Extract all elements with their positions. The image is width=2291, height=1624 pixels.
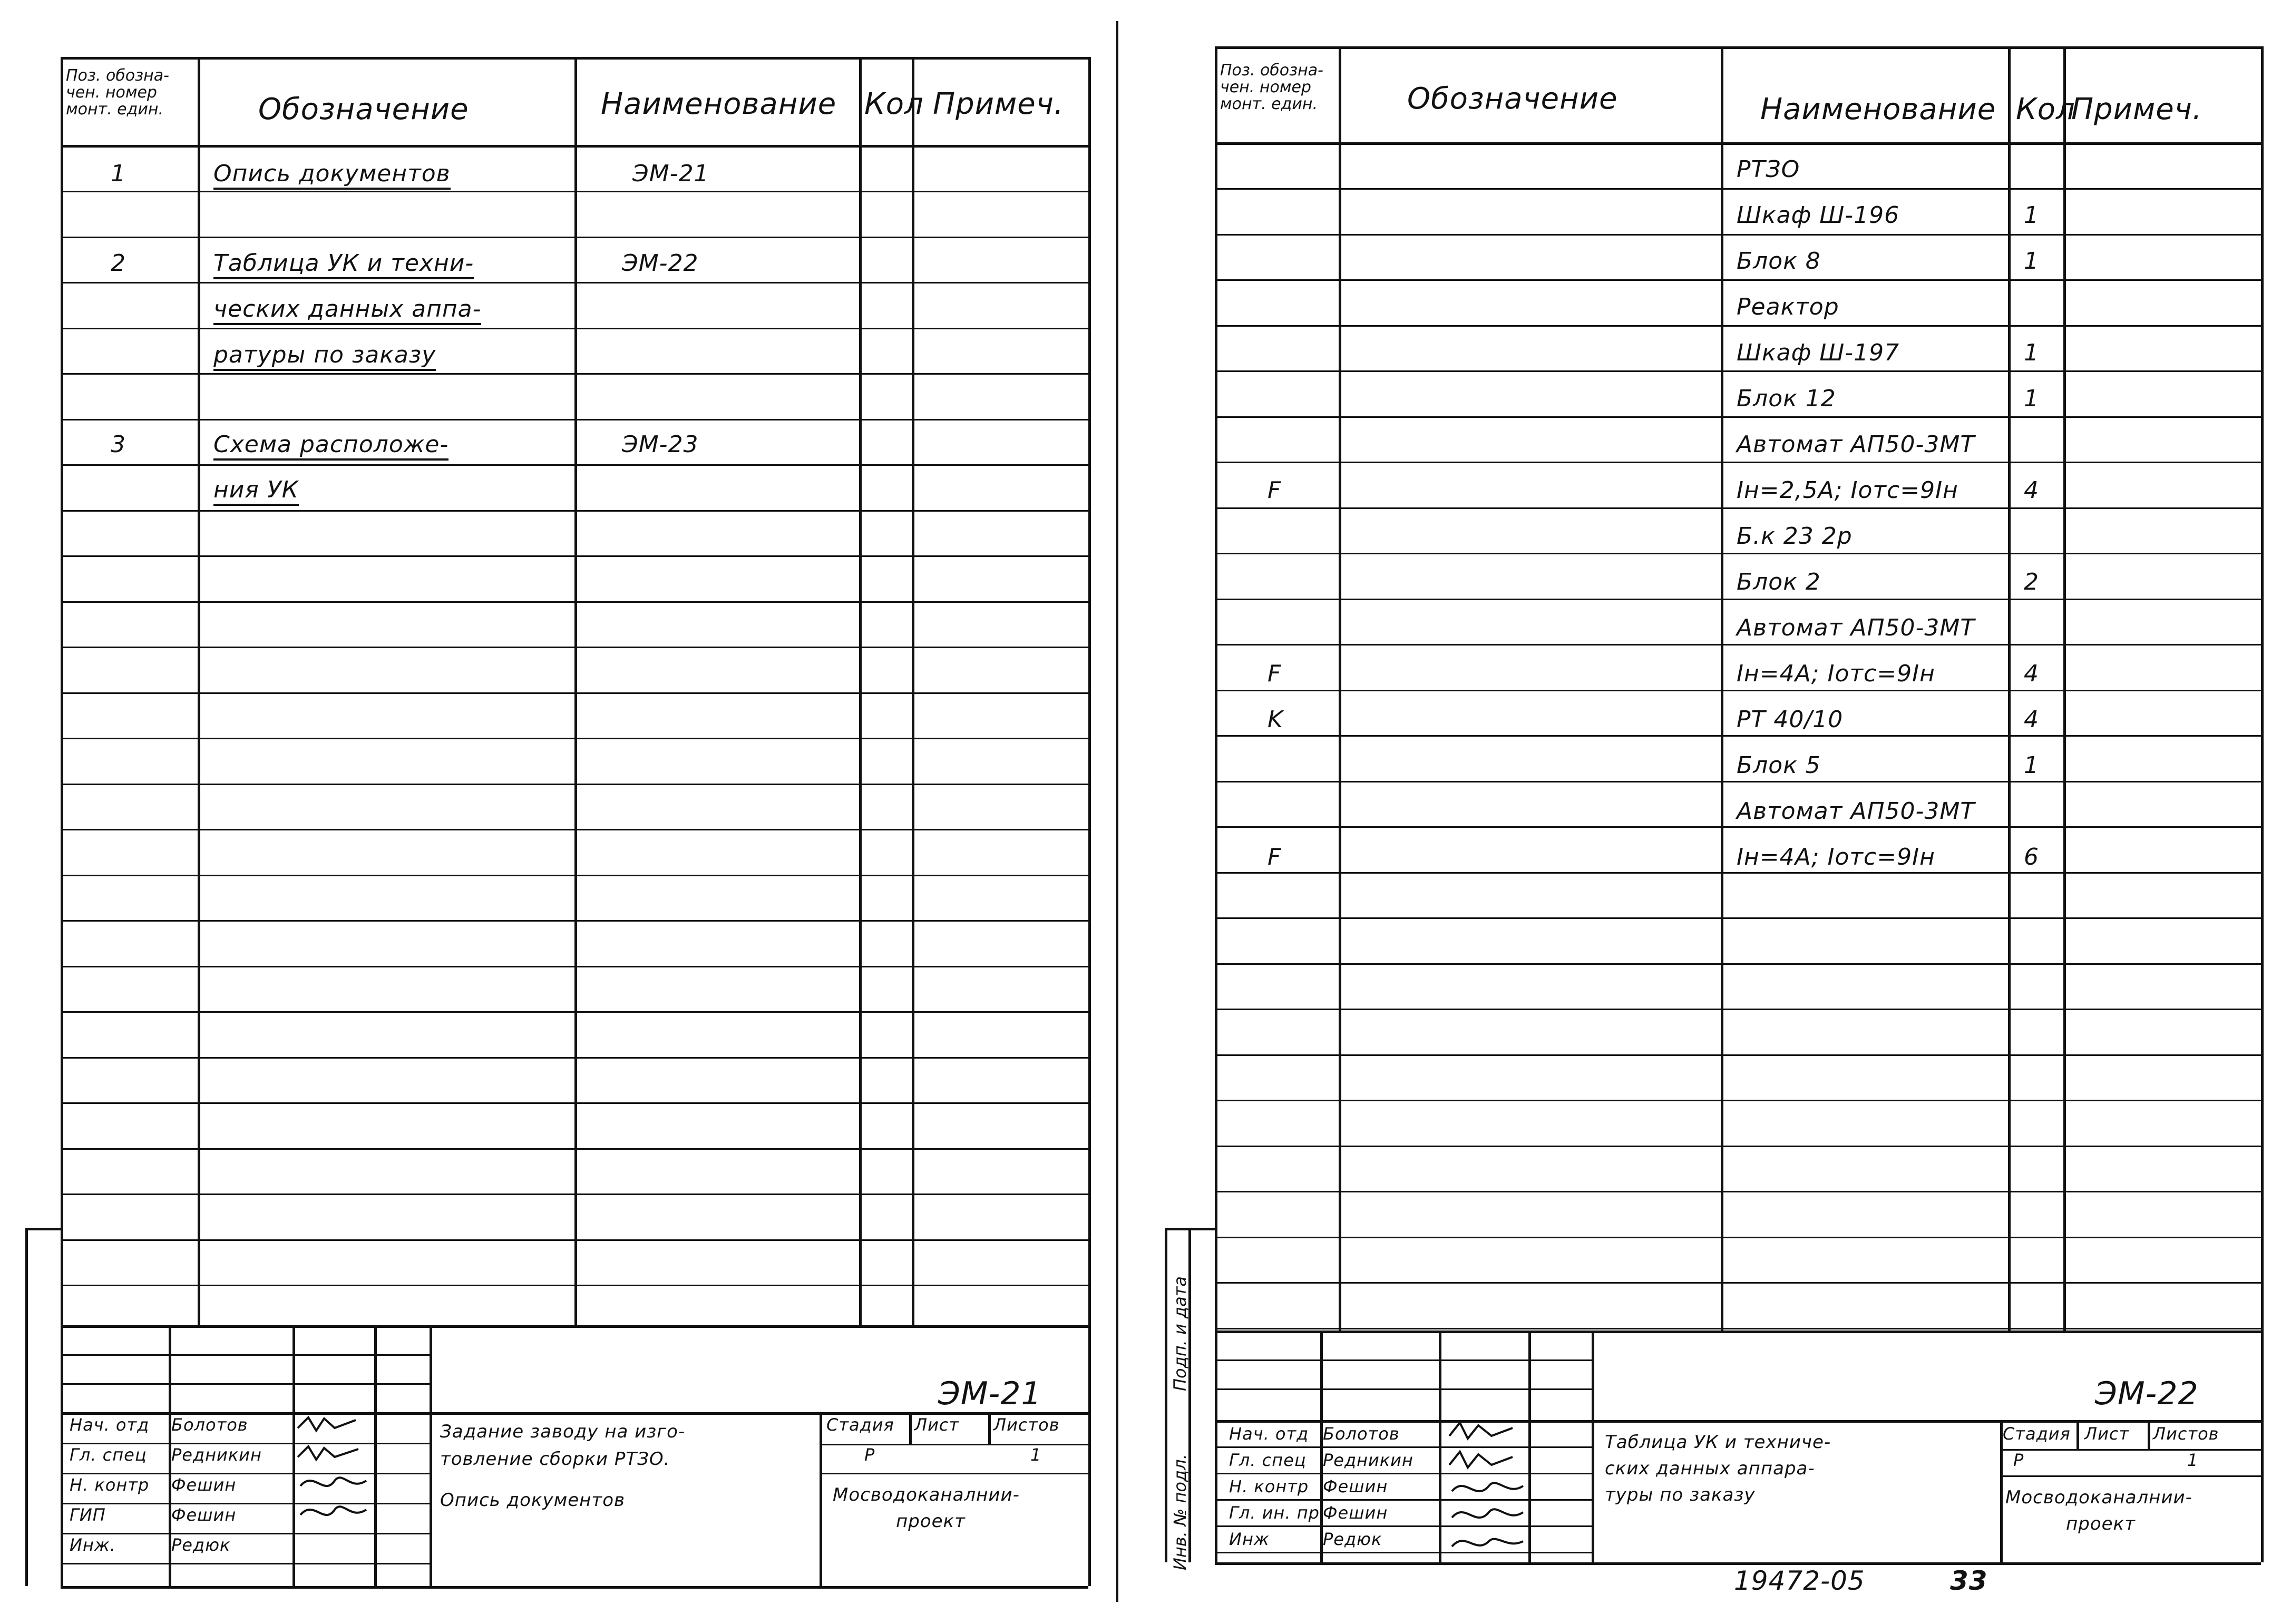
right-signer-name: Фешин (1323, 1503, 1388, 1523)
left-signer-name: Болотов (171, 1415, 248, 1435)
row-rule (1215, 462, 2261, 463)
title-block-rule (1088, 1325, 1091, 1586)
right-title-line: туры по заказу (1605, 1484, 1756, 1505)
left-role: Гл. спец (70, 1445, 147, 1465)
right-row-name: Реактор (1737, 294, 1839, 320)
row-rule (1215, 781, 2261, 782)
column-rule (574, 57, 577, 1325)
right-signer-name: Редюк (1323, 1529, 1382, 1549)
title-block-rule (1215, 1473, 1592, 1474)
right-doc-code: ЭМ-22 (2095, 1375, 2199, 1412)
title-block-rule (2000, 1420, 2003, 1562)
side-strip (25, 1228, 62, 1230)
title-block-rule (61, 1503, 430, 1504)
title-block-rule (1215, 1330, 2261, 1333)
side-strip (1165, 1228, 1167, 1562)
left-row-pos: 1 (111, 160, 126, 187)
right-row-name: Iн=4А; Iотс=9Iн (1737, 844, 1935, 870)
title-block-rule (1215, 1420, 2261, 1423)
row-rule (1215, 1009, 2261, 1010)
left-title-line: Опись документов (440, 1490, 626, 1511)
left-row-name: ЭМ-22 (622, 250, 699, 277)
left-title-line: Задание заводу на изго- (440, 1421, 686, 1442)
left-sheet-label: Лист (914, 1415, 960, 1435)
row-rule (1215, 1237, 2261, 1238)
column-rule (859, 57, 862, 1325)
right-header-name: Наименование (1760, 92, 1996, 126)
row-rule (1215, 1146, 2261, 1147)
row-rule (1215, 416, 2261, 418)
row-rule (1215, 553, 2261, 554)
signature-marks (293, 1412, 377, 1549)
left-header-qty: Кол (864, 87, 924, 121)
column-rule (2261, 46, 2264, 1330)
side-strip (25, 1228, 28, 1586)
left-header-note: Примеч. (933, 87, 1064, 121)
signature-marks (1444, 1417, 1539, 1560)
title-block-rule (2076, 1420, 2079, 1449)
title-block-rule (820, 1444, 1088, 1445)
left-row-designation: Таблица УК и техни- (213, 252, 474, 279)
right-row-name: Автомат АП50-3МТ (1737, 431, 1975, 458)
page-number: 33 (1950, 1566, 1988, 1596)
row-rule (1215, 370, 2261, 372)
title-block-rule (430, 1325, 432, 1586)
left-row-designation: Схема расположе- (213, 433, 449, 461)
right-signer-name: Фешин (1323, 1476, 1388, 1496)
title-block-rule (1215, 1446, 1592, 1448)
right-row-qty: 6 (2024, 844, 2039, 870)
right-header-pos: Поз. обозна- чен. номер монт. един. (1220, 61, 1323, 113)
left-row-designation: Опись документов (213, 162, 451, 190)
right-title-line: Таблица УК и техниче- (1605, 1432, 1831, 1453)
left-role: Инж. (70, 1535, 116, 1555)
side-strip (1165, 1228, 1215, 1230)
row-rule (1215, 963, 2261, 965)
title-block-rule (61, 1325, 63, 1586)
column-rule (1088, 57, 1091, 1325)
right-row-pos: F (1268, 477, 1282, 504)
right-sheet (1128, 0, 2291, 1624)
right-signer-name: Редникин (1323, 1450, 1413, 1470)
left-row-name: ЭМ-21 (632, 160, 709, 187)
right-row-name: РТЗО (1737, 156, 1800, 183)
row-rule (1215, 188, 2261, 190)
title-block-rule (61, 1354, 430, 1356)
row-rule (1215, 1100, 2261, 1101)
left-signer-name: Фешин (171, 1475, 237, 1495)
row-rule (1215, 325, 2261, 327)
left-sheets: 1 (1030, 1445, 1042, 1465)
right-row-name: Автомат АП50-3МТ (1737, 798, 1975, 825)
right-stage-label: Стадия (2003, 1424, 2071, 1444)
right-stage: Р (2013, 1450, 2024, 1470)
title-block-rule (988, 1412, 991, 1444)
right-header-designation: Обозначение (1407, 82, 1618, 116)
left-signer-name: Редюк (171, 1535, 231, 1555)
right-signer-name: Болотов (1323, 1424, 1400, 1444)
title-block-rule (909, 1412, 912, 1444)
right-row-qty: 4 (2024, 660, 2039, 687)
left-role: ГИП (70, 1505, 106, 1525)
column-rule (2008, 46, 2011, 1330)
row-rule (1215, 1191, 2261, 1192)
right-org: Мосводоканалнии- (2005, 1487, 2192, 1508)
left-row-name: ЭМ-23 (622, 431, 699, 458)
left-title-line: товление сборки РТЗО. (440, 1449, 670, 1470)
left-row-pos: 2 (111, 250, 126, 277)
row-rule (1215, 1328, 2261, 1329)
right-row-qty: 1 (2024, 248, 2039, 275)
row-rule (1215, 917, 2261, 919)
right-row-qty: 1 (2024, 202, 2039, 229)
left-signer-name: Фешин (171, 1505, 237, 1525)
title-block-rule (374, 1325, 377, 1586)
side-stamp: Инв. № подл. (1170, 1454, 1190, 1570)
right-row-qty: 2 (2024, 569, 2039, 595)
right-header-note: Примеч. (2071, 92, 2202, 126)
right-row-qty: 1 (2024, 385, 2039, 412)
column-rule (61, 57, 63, 1325)
left-stage: Р (864, 1445, 875, 1465)
row-rule (1215, 234, 2261, 236)
right-row-name: Блок 5 (1737, 752, 1821, 779)
left-signer-name: Редникин (171, 1445, 262, 1465)
column-rule (1721, 46, 1723, 1330)
title-block-rule (169, 1325, 171, 1586)
title-block-rule (61, 1383, 430, 1385)
table-border (1215, 1562, 2261, 1565)
row-rule (1215, 1054, 2261, 1056)
right-row-qty: 4 (2024, 477, 2039, 504)
right-row-qty: 4 (2024, 706, 2039, 733)
right-row-name: Блок 12 (1737, 385, 1836, 412)
title-block-rule (1215, 1359, 1592, 1361)
row-rule (1215, 826, 2261, 828)
title-block-rule (820, 1412, 822, 1586)
right-row-pos: F (1268, 844, 1282, 870)
left-doc-code: ЭМ-21 (938, 1375, 1042, 1412)
title-block-rule (61, 1325, 1088, 1328)
title-block-rule (61, 1563, 430, 1564)
left-row-designation: ния УК (213, 478, 299, 506)
title-block-rule (1215, 1388, 1592, 1390)
column-rule (2063, 46, 2066, 1330)
right-header-qty: Кол (2016, 92, 2075, 126)
left-header-pos: Поз. обозна- чен. номер монт. един. (66, 66, 169, 119)
right-role: Инж (1229, 1529, 1270, 1549)
title-block-rule (61, 1443, 430, 1444)
row-rule (1215, 279, 2261, 281)
right-row-pos: F (1268, 660, 1282, 687)
title-block-rule (2000, 1449, 2261, 1451)
title-block-rule (293, 1325, 295, 1586)
title-block-rule (2261, 1330, 2264, 1562)
right-sheet-label: Лист (2084, 1424, 2130, 1444)
row-rule (1215, 507, 2261, 509)
title-block-rule (1215, 1499, 1592, 1501)
column-rule (1339, 46, 1341, 1330)
right-row-name: Б.к 23 2р (1737, 523, 1853, 550)
title-block-rule (61, 1533, 430, 1534)
page-fold-line (1116, 21, 1118, 1602)
right-row-qty: 1 (2024, 752, 2039, 779)
right-row-name: Iн=4А; Iотс=9Iн (1737, 660, 1935, 687)
right-row-pos: K (1268, 706, 1283, 733)
right-row-name: Шкаф Ш-197 (1737, 339, 1900, 366)
archive-number: 19472-05 (1734, 1566, 1865, 1596)
column-rule (912, 57, 914, 1325)
right-role: Гл. спец (1229, 1450, 1307, 1470)
title-block-rule (820, 1473, 1088, 1474)
left-org: проект (896, 1511, 966, 1532)
row-rule (1215, 644, 2261, 645)
left-sheets-label: Листов (993, 1415, 1060, 1435)
column-rule (198, 57, 200, 1325)
left-role: Н. контр (70, 1475, 150, 1495)
row-rule (1215, 690, 2261, 691)
title-block-rule (2148, 1420, 2150, 1449)
right-row-name: РТ 40/10 (1737, 706, 1844, 733)
table-border (61, 1586, 1088, 1589)
title-block-rule (61, 1412, 1088, 1415)
left-role: Нач. отд (70, 1415, 150, 1435)
right-role: Н. контр (1229, 1476, 1309, 1496)
column-rule (1215, 46, 1217, 1330)
title-block-rule (2000, 1475, 2261, 1477)
right-row-qty: 1 (2024, 339, 2039, 366)
left-header-designation: Обозначение (258, 92, 469, 126)
left-header-name: Наименование (601, 87, 837, 121)
left-org: Мосводоканалнии- (833, 1484, 1020, 1505)
right-row-name: Шкаф Ш-196 (1737, 202, 1900, 229)
right-role: Гл. ин. пр (1229, 1503, 1320, 1523)
row-rule (1215, 599, 2261, 600)
row-rule (1215, 1282, 2261, 1284)
right-row-name: Блок 8 (1737, 248, 1821, 275)
side-stamp: Подп. и дата (1170, 1276, 1190, 1391)
right-sheets-label: Листов (2153, 1424, 2219, 1444)
title-block-rule (1215, 1552, 1592, 1553)
right-sheets: 1 (2187, 1450, 2199, 1470)
row-rule (1215, 872, 2261, 874)
left-sheet (0, 0, 1116, 1624)
right-title-line: ских данных аппара- (1605, 1458, 1815, 1479)
right-org: проект (2066, 1513, 2136, 1534)
title-block-rule (1215, 1525, 1592, 1527)
header-rule (1215, 142, 2261, 145)
table-border (1215, 46, 2261, 49)
left-row-designation: ратуры по заказу (213, 344, 436, 371)
left-row-designation: ческих данных аппа- (213, 298, 481, 325)
title-block-rule (61, 1473, 430, 1474)
side-strip (1188, 1228, 1191, 1562)
row-rule (1215, 735, 2261, 737)
left-row-pos: 3 (111, 431, 126, 458)
right-row-name: Блок 2 (1737, 569, 1821, 595)
left-stage-label: Стадия (826, 1415, 894, 1435)
title-block-rule (1592, 1330, 1594, 1562)
right-role: Нач. отд (1229, 1424, 1309, 1444)
right-row-name: Автомат АП50-3МТ (1737, 614, 1975, 641)
right-row-name: Iн=2,5А; Iотс=9Iн (1737, 477, 1958, 504)
